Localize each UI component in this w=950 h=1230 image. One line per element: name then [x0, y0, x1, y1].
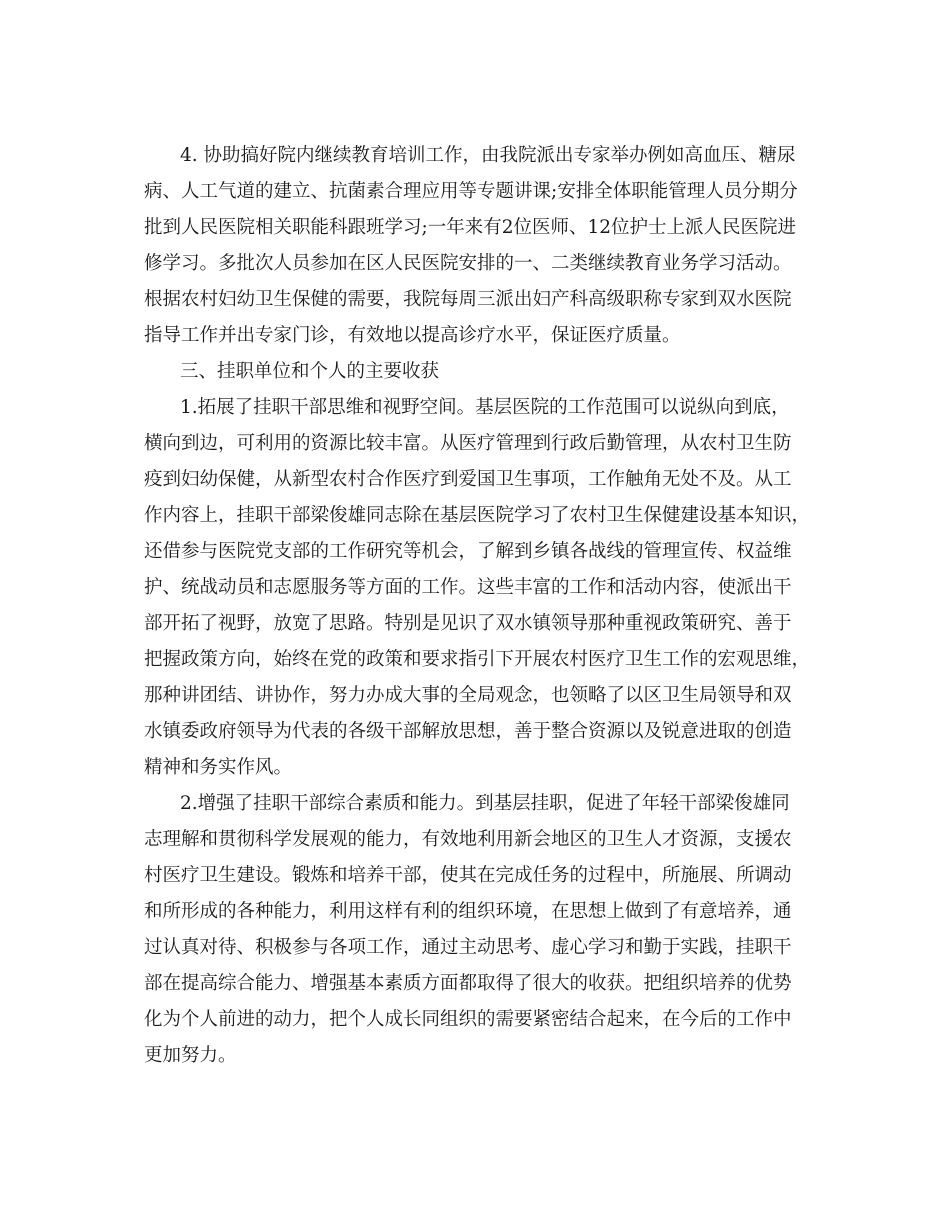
text-line: 精神和务实作风。 — [144, 757, 293, 778]
text-line: 村医疗卫生建设。锻炼和培养干部，使其在完成任务的过程中，所施展、所调动 — [144, 865, 792, 886]
text-line: 更加努力。 — [144, 1045, 237, 1066]
text-line: 过认真对待、积极参与各项工作，通过主动思考、虚心学习和勤于实践，挂职干 — [144, 937, 792, 958]
text-line: 部开拓了视野，放宽了思路。特别是见识了双水镇领导那种重视政策研究、善于 — [144, 613, 792, 634]
text-line: 水镇委政府领导为代表的各级干部解放思想，善于整合资源以及锐意进取的创造 — [144, 721, 792, 742]
text-line: 志理解和贯彻科学发展观的能力，有效地利用新会地区的卫生人才资源，支援农 — [144, 829, 792, 850]
section-heading: 三、挂职单位和个人的主要收获 — [180, 361, 440, 382]
text-line: 修学习。多批次人员参加在区人民医院安排的一、二类继续教育业务学习活动。 — [144, 253, 792, 274]
text-line: 根据农村妇幼卫生保健的需要，我院每周三派出妇产科高级职称专家到双水医院 — [144, 289, 792, 310]
text-line: 作内容上，挂职干部梁俊雄同志除在基层医院学习了农村卫生保健建设基本知识， — [144, 505, 811, 526]
text-line: 指导工作并出专家门诊，有效地以提高诊疗水平，保证医疗质量。 — [144, 325, 681, 346]
text-line: 横向到边，可利用的资源比较丰富。从医疗管理到行政后勤管理，从农村卫生防 — [144, 433, 792, 454]
text-line: 化为个人前进的动力，把个人成长同组织的需要紧密结合起来，在今后的工作中 — [144, 1009, 792, 1030]
text-line: 疫到妇幼保健，从新型农村合作医疗到爱国卫生事项，工作触角无处不及。从工 — [144, 469, 792, 490]
text-line: 把握政策方向，始终在党的政策和要求指引下开展农村医疗卫生工作的宏观思维， — [144, 649, 811, 670]
text-line: 部在提高综合能力、增强基本素质方面都取得了很大的收获。把组织培养的优势 — [144, 973, 792, 994]
text-line: 2.增强了挂职干部综合素质和能力。到基层挂职，促进了年轻干部梁俊雄同 — [180, 793, 790, 814]
text-line: 那种讲团结、讲协作，努力办成大事的全局观念，也领略了以区卫生局领导和双 — [144, 685, 792, 706]
text-line: 4. 协助搞好院内继续教育培训工作，由我院派出专家举办例如高血压、糖尿 — [180, 145, 796, 166]
text-line: 护、统战动员和志愿服务等方面的工作。这些丰富的工作和活动内容，使派出干 — [144, 577, 792, 598]
text-line: 病、人工气道的建立、抗菌素合理应用等专题讲课;安排全体职能管理人员分期分 — [144, 181, 798, 202]
text-line: 批到人民医院相关职能科跟班学习;一年来有2位医师、12位护士上派人民医院进 — [144, 217, 797, 238]
text-line: 还借参与医院党支部的工作研究等机会，了解到乡镇各战线的管理宣传、权益维 — [144, 541, 792, 562]
text-line: 和所形成的各种能力，利用这样有利的组织环境，在思想上做到了有意培养，通 — [144, 901, 792, 922]
text-line: 1.拓展了挂职干部思维和视野空间。基层医院的工作范围可以说纵向到底， — [180, 397, 790, 418]
